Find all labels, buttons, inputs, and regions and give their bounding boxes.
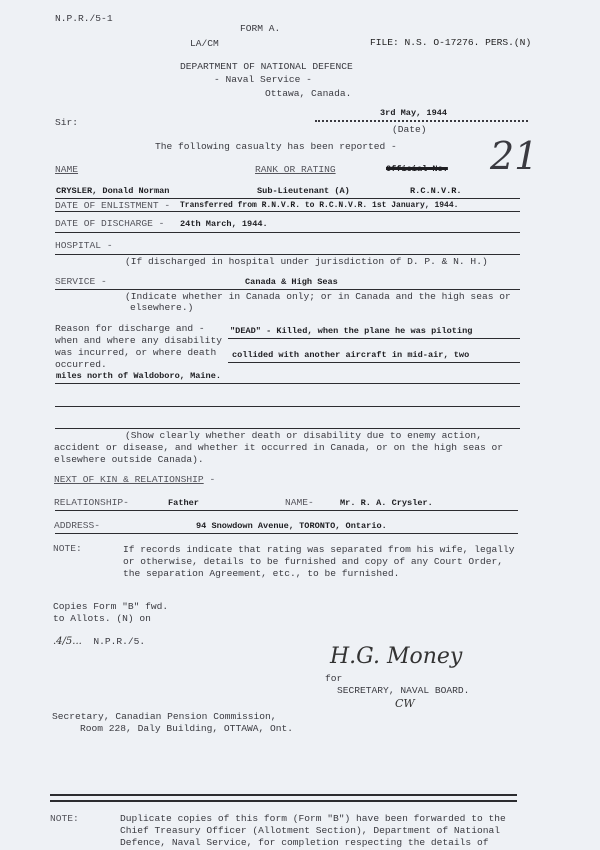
note-label: NOTE: — [53, 543, 82, 554]
addressee-line-1: Secretary, Canadian Pension Commission, — [52, 711, 277, 722]
unit-value: R.C.N.V.R. — [410, 186, 462, 196]
double-rule-top — [50, 794, 517, 796]
name-value: CRYSLER, Donald Norman — [56, 186, 170, 196]
discharge-value: 24th March, 1944. — [180, 219, 268, 229]
note-2-line: Duplicate copies of this form (Form "B") have been forwarded to the — [120, 813, 506, 824]
service-note-1: (Indicate whether in Canada only; or in Canada and the high seas or — [125, 291, 511, 302]
divider — [55, 211, 520, 212]
service-value: Canada & High Seas — [245, 277, 338, 287]
reason-value-3: miles north of Waldoboro, Maine. — [56, 371, 222, 381]
reason-label-1: Reason for discharge and - — [55, 323, 205, 334]
signature: H.G. Money — [330, 644, 463, 669]
date-caption: (Date) — [392, 124, 427, 135]
note-2-line: Defence, Naval Service, for completion respecting the details of — [120, 837, 489, 848]
official-no-label-struck: Official No. — [386, 164, 448, 174]
service-note-2: elsewhere.) — [130, 302, 194, 313]
note-line: the separation Agreement, etc., to be furnished. — [123, 568, 400, 579]
note-line: If records indicate that rating was separated from his wife, legally — [123, 544, 515, 555]
divider — [228, 362, 520, 363]
next-of-kin-dash: - — [209, 474, 216, 485]
relationship-label: RELATIONSHIP- — [54, 497, 129, 508]
divider — [228, 338, 520, 339]
department-heading: DEPARTMENT OF NATIONAL DEFENCE — [180, 61, 353, 72]
next-of-kin-label — [54, 474, 215, 485]
service-label: SERVICE - — [55, 276, 107, 287]
hospital-label: HOSPITAL - — [55, 240, 113, 251]
form-reference: N.P.R./5-1 — [55, 13, 113, 24]
relationship-value: Father — [168, 498, 199, 508]
reason-note-2: accident or disease, and whether it occurred in Canada, or on the high seas or — [54, 442, 504, 453]
signature-for: for — [325, 673, 343, 684]
reason-label-4: occurred. — [55, 359, 107, 370]
note-2-label: NOTE: — [50, 813, 79, 824]
note-2-line: Chief Treasury Officer (Allotment Section), Department of National — [120, 825, 500, 836]
copies-line-2: to Allots. (N) on — [53, 613, 151, 624]
copies-reference: N.P.R./5. — [93, 636, 146, 647]
reason-value-2: collided with another aircraft in mid-air, two — [232, 350, 470, 360]
location-heading: Ottawa, Canada. — [265, 88, 352, 99]
next-of-kin-label-text: NEXT OF KIN & RELATIONSHIP — [54, 474, 204, 485]
rank-value: Sub-Lieutenant (A) — [257, 186, 350, 196]
enlistment-value: Transferred from R.N.V.R. to R.C.N.V.R. 1st January, 1944. — [180, 201, 459, 210]
note-line: or otherwise, details to be furnished and copy of any Court Order, — [123, 556, 503, 567]
divider — [55, 232, 520, 233]
hospital-note: (If discharged in hospital under jurisdiction of D. P. & N. H.) — [125, 256, 488, 267]
address-label: ADDRESS- — [54, 520, 101, 531]
nok-name-value: Mr. R. A. Crysler. — [340, 498, 433, 508]
signature-title: SECRETARY, NAVAL BOARD. — [337, 685, 470, 696]
reason-note-3: elsewhere outside Canada). — [54, 454, 204, 465]
divider — [55, 406, 520, 407]
name-label: NAME — [55, 164, 79, 175]
form-name: FORM A. — [240, 23, 281, 34]
file-number: FILE: N.S. O-17276. PERS.(N) — [370, 37, 532, 48]
typist-initials: LA/CM — [190, 38, 219, 49]
salutation: Sir: — [55, 117, 79, 128]
service-heading: - Naval Service - — [214, 74, 312, 85]
enlistment-label: DATE OF ENLISTMENT - — [55, 200, 171, 211]
divider — [55, 510, 518, 511]
initials-mark: CW — [395, 697, 415, 710]
reason-label-3: was incurred, or where death — [55, 347, 217, 358]
addressee-line-2: Room 228, Daly Building, OTTAWA, Ont. — [80, 723, 294, 734]
reason-note-1: (Show clearly whether death or disability due to enemy action, — [125, 430, 482, 441]
double-rule-bottom — [50, 800, 517, 802]
reason-label-2: when and where any disability — [55, 335, 222, 346]
date-value: 3rd May, 1944 — [380, 108, 448, 118]
rank-label: RANK OR RATING — [255, 164, 336, 175]
date-dotted-line — [315, 120, 528, 122]
intro-text: The following casualty has been reported - — [155, 141, 397, 152]
address-value: 94 Snowdown Avenue, TORONTO, Ontario. — [196, 521, 387, 531]
copies-line-1: Copies Form "B" fwd. — [53, 601, 169, 612]
reason-value-1: "DEAD" - Killed, when the plane he was piloting — [230, 326, 473, 336]
nok-name-label: NAME- — [285, 497, 314, 508]
discharge-label: DATE OF DISCHARGE - — [55, 218, 165, 229]
divider — [55, 383, 520, 384]
divider — [55, 533, 518, 534]
copies-line-3 — [53, 636, 145, 647]
handwritten-number: 21 — [490, 134, 539, 178]
handwritten-date: .4/5... — [53, 636, 82, 647]
